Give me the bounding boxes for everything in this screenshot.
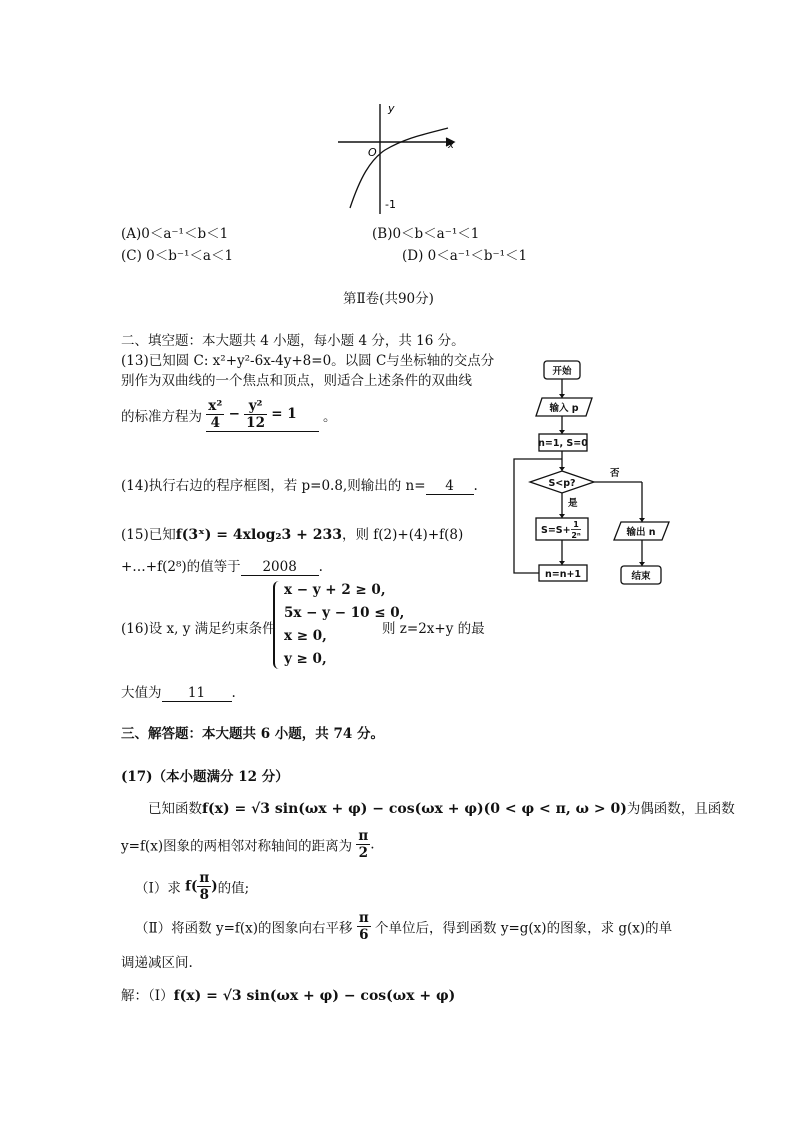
q17-part1: [135, 870, 249, 903]
flowchart-yes-label: 是: [568, 498, 578, 509]
section2-heading: 二、填空题：本大题共 4 小题，每小题 4 分，共 16 分。: [121, 333, 465, 349]
flowchart-update-num: 1: [573, 520, 579, 529]
graph-x-label: x: [448, 140, 454, 151]
graph-y-label: y: [388, 102, 395, 115]
q13-den1: 4: [210, 415, 220, 431]
flowchart-incr-label: n=n+1: [544, 569, 582, 580]
q16-answer: 11: [162, 685, 232, 702]
q16-prefix: (16)设 x, y 满足约束条件: [121, 621, 276, 637]
part2-prefix: （Ⅱ）将函数 y=f(x)的图象向右平移: [135, 920, 353, 937]
graph-minus-one-label: -1: [385, 198, 396, 211]
q14-line: [121, 474, 478, 495]
q15-func: f(3ˣ) = 4xlog₂3 + 233: [175, 527, 342, 543]
part1-f: f(: [185, 878, 198, 895]
q15-line1: [121, 523, 463, 543]
q15-line2-prefix: +…+f(2⁸)的值等于: [121, 559, 241, 575]
q17-line1-prefix: 已知函数: [148, 801, 202, 817]
q13-eq: = 1: [271, 406, 297, 422]
flowchart-no-label: 否: [610, 468, 620, 479]
q16-brace: [273, 581, 281, 669]
q16-constraint-3: x ≥ 0,: [284, 628, 327, 644]
q13-num1: x²: [208, 398, 223, 414]
section3-heading: 三、解答题：本大题共 6 小题，共 74 分。: [121, 726, 384, 742]
solution-line: [121, 984, 455, 1004]
function-graph: [330, 98, 460, 218]
flowchart-update-den: 2ⁿ: [571, 531, 581, 540]
q13-line3: [121, 398, 336, 432]
q17-line2-den: 2: [358, 845, 369, 861]
option-d: (D) 0＜a⁻¹＜b⁻¹＜1: [402, 248, 528, 264]
q17-func: f(x) = √3 sin(ωx + φ) − cos(ωx + φ)(0 < φ < π, ω > 0): [202, 801, 627, 817]
q17-line1-post: 为偶函数，且函数: [626, 801, 735, 817]
q17-part2-line2: 调递减区间.: [121, 955, 193, 971]
q13-line2: 别作为双曲线的一个焦点和顶点，则适合上述条件的双曲线: [121, 373, 472, 389]
q17-line1: [148, 797, 735, 817]
flowchart-end-label: 结束: [631, 571, 651, 582]
q16-constraint-4: y ≥ 0,: [284, 651, 327, 667]
q17-line2: [121, 828, 375, 861]
flowchart-init-label: n=1, S=0: [538, 438, 588, 449]
q17-line2-end: .: [370, 836, 375, 853]
q13-end: 。: [322, 409, 337, 425]
graph-origin-label: O: [368, 146, 377, 159]
option-c: (C) 0＜b⁻¹＜a＜1: [121, 248, 234, 264]
solution-prefix: 解：（Ⅰ）: [121, 988, 174, 1004]
q17-part2: [135, 910, 672, 943]
part1-den: 8: [199, 887, 209, 903]
part1-post: 的值;: [217, 880, 250, 897]
q13-den2: 12: [246, 415, 265, 431]
q15-post: ，则 f(2)+(4)+f(8): [341, 527, 464, 543]
part2-num: π: [358, 910, 369, 926]
q16-constraint-2: 5x − y − 10 ≤ 0,: [284, 605, 405, 621]
q13-num2: y²: [244, 398, 267, 415]
flowchart-cond-label: S<p?: [548, 478, 576, 489]
q15-line2: [121, 555, 323, 576]
flowchart-input-label: 输入 p: [549, 403, 579, 414]
part2-title: 第Ⅱ卷(共90分): [343, 291, 434, 307]
q13-minus: −: [228, 406, 240, 422]
q17-line2-prefix: y=f(x)图象的两相邻对称轴间的距离为: [121, 838, 353, 855]
q13-line1: (13)已知圆 C: x²+y²-6x-4y+8=0。以圆 C与坐标轴的交点分: [121, 353, 495, 369]
q14-prefix: (14)执行右边的程序框图，若 p=0.8,则输出的 n=: [121, 478, 426, 494]
flowchart-start-label: 开始: [552, 366, 572, 377]
q16-line2-prefix: 大值为: [121, 685, 162, 701]
part2-den: 6: [359, 927, 369, 943]
q16-end: .: [231, 685, 236, 701]
q13-answer: [206, 398, 318, 432]
q17-line2-num: π: [358, 828, 369, 844]
q15-end: .: [318, 559, 323, 575]
part1-num: π: [199, 870, 210, 886]
solution-func: f(x) = √3 sin(ωx + φ) − cos(ωx + φ): [173, 988, 456, 1004]
option-b: (B)0＜b＜a⁻¹＜1: [372, 226, 480, 242]
part1-close: ): [211, 878, 218, 895]
q14-end: .: [473, 478, 478, 494]
flowchart-output-label: 输出 n: [626, 527, 656, 538]
flowchart: [508, 358, 678, 594]
part2-post: 个单位后，得到函数 y=g(x)的图象，求 g(x)的单: [375, 920, 673, 937]
q14-answer: 4: [426, 478, 474, 495]
q17-title: (17)（本小题满分 12 分）: [121, 769, 289, 785]
option-a: (A)0＜a⁻¹＜b＜1: [121, 226, 229, 242]
q13-prefix: 的标准方程为: [121, 409, 202, 425]
q16-line2: [121, 681, 236, 702]
part1-prefix: （Ⅰ）求: [135, 880, 181, 897]
q15-prefix: (15)已知: [121, 527, 176, 543]
q16-constraint-1: x − y + 2 ≥ 0,: [284, 582, 386, 598]
flowchart-update-label: S=S+: [541, 525, 571, 536]
q16-post: 则 z=2x+y 的最: [382, 621, 485, 637]
q15-answer: 2008: [241, 559, 319, 576]
